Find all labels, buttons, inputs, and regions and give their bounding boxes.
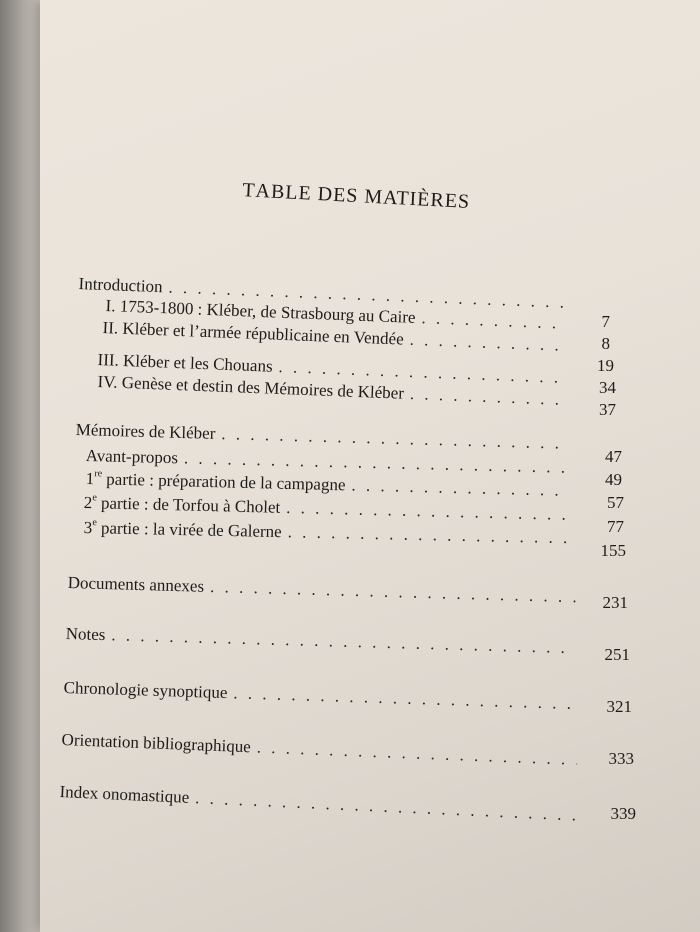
- toc-entry-chronologie: [63, 678, 581, 714]
- toc-page-number: 155: [600, 541, 626, 560]
- toc-entry-label: Mémoires de Kléber: [75, 420, 216, 443]
- dot-leader: [286, 498, 568, 525]
- dot-leader: [421, 308, 568, 334]
- dot-leader: [233, 683, 576, 714]
- toc-entry-label: 2e partie : de Torfou à Cholet: [83, 492, 281, 517]
- toc-entry-label: Avant-propos: [85, 446, 179, 468]
- toc-page-number: 49: [605, 470, 622, 489]
- title-initial: T: [241, 179, 257, 202]
- toc-entry-label: Introduction: [78, 274, 163, 297]
- dot-leader: [111, 625, 576, 658]
- dot-leader: [221, 424, 566, 454]
- toc-entry-label: I. 1753-1800 : Kléber, de Strasbourg au Caire: [105, 296, 416, 327]
- dot-leader: [410, 384, 567, 410]
- toc-page-number: 7: [601, 312, 610, 331]
- dot-leader: [195, 788, 580, 825]
- toc-entry-label: 1re partie : préparation de la campagne: [85, 468, 346, 495]
- toc-entry-label: Chronologie synoptique: [63, 678, 228, 703]
- toc-page-number: 231: [602, 593, 628, 612]
- toc-entry-label: Index onomastique: [59, 782, 190, 807]
- toc-entry-label: Orientation bibliographique: [61, 730, 252, 757]
- toc-page-number: 34: [599, 378, 616, 397]
- dot-leader: [351, 475, 568, 500]
- dot-leader: [409, 330, 566, 356]
- toc-entry-label: III. Kléber et les Chouans: [97, 350, 274, 376]
- toc-page-number: 77: [607, 517, 624, 536]
- toc-entry-orientation: [61, 730, 583, 770]
- toc-page-number: 8: [601, 334, 610, 353]
- toc-page-number: 339: [610, 804, 636, 823]
- dot-leader: [256, 737, 577, 769]
- toc-entry-label: Documents annexes: [67, 573, 205, 596]
- toc-page-number: 37: [599, 400, 616, 419]
- toc-entry-label: II. Kléber et l’armée républicaine en Vendée: [102, 318, 405, 349]
- toc-entry-documents-annexes: [67, 573, 581, 607]
- toc-page-number: 333: [608, 749, 634, 768]
- toc-page-number: 321: [606, 697, 632, 716]
- toc-entry-label: 3e partie : la virée de Galerne: [83, 517, 282, 542]
- title-rest: ABLE DES MATIÈRES: [255, 179, 471, 214]
- toc-entry-label: Notes: [65, 624, 106, 645]
- dot-leader: [288, 522, 568, 548]
- toc-page-number: 47: [605, 447, 622, 466]
- toc-entry-index: [59, 782, 585, 826]
- toc-page-number: 19: [597, 356, 614, 375]
- toc-entry-notes: [65, 624, 581, 658]
- dot-leader: [210, 577, 576, 607]
- toc-entry-label: IV. Genèse et destin des Mémoires de Kléber: [97, 372, 405, 403]
- toc-page-number: 57: [607, 493, 624, 512]
- toc-page-number: 251: [604, 645, 630, 664]
